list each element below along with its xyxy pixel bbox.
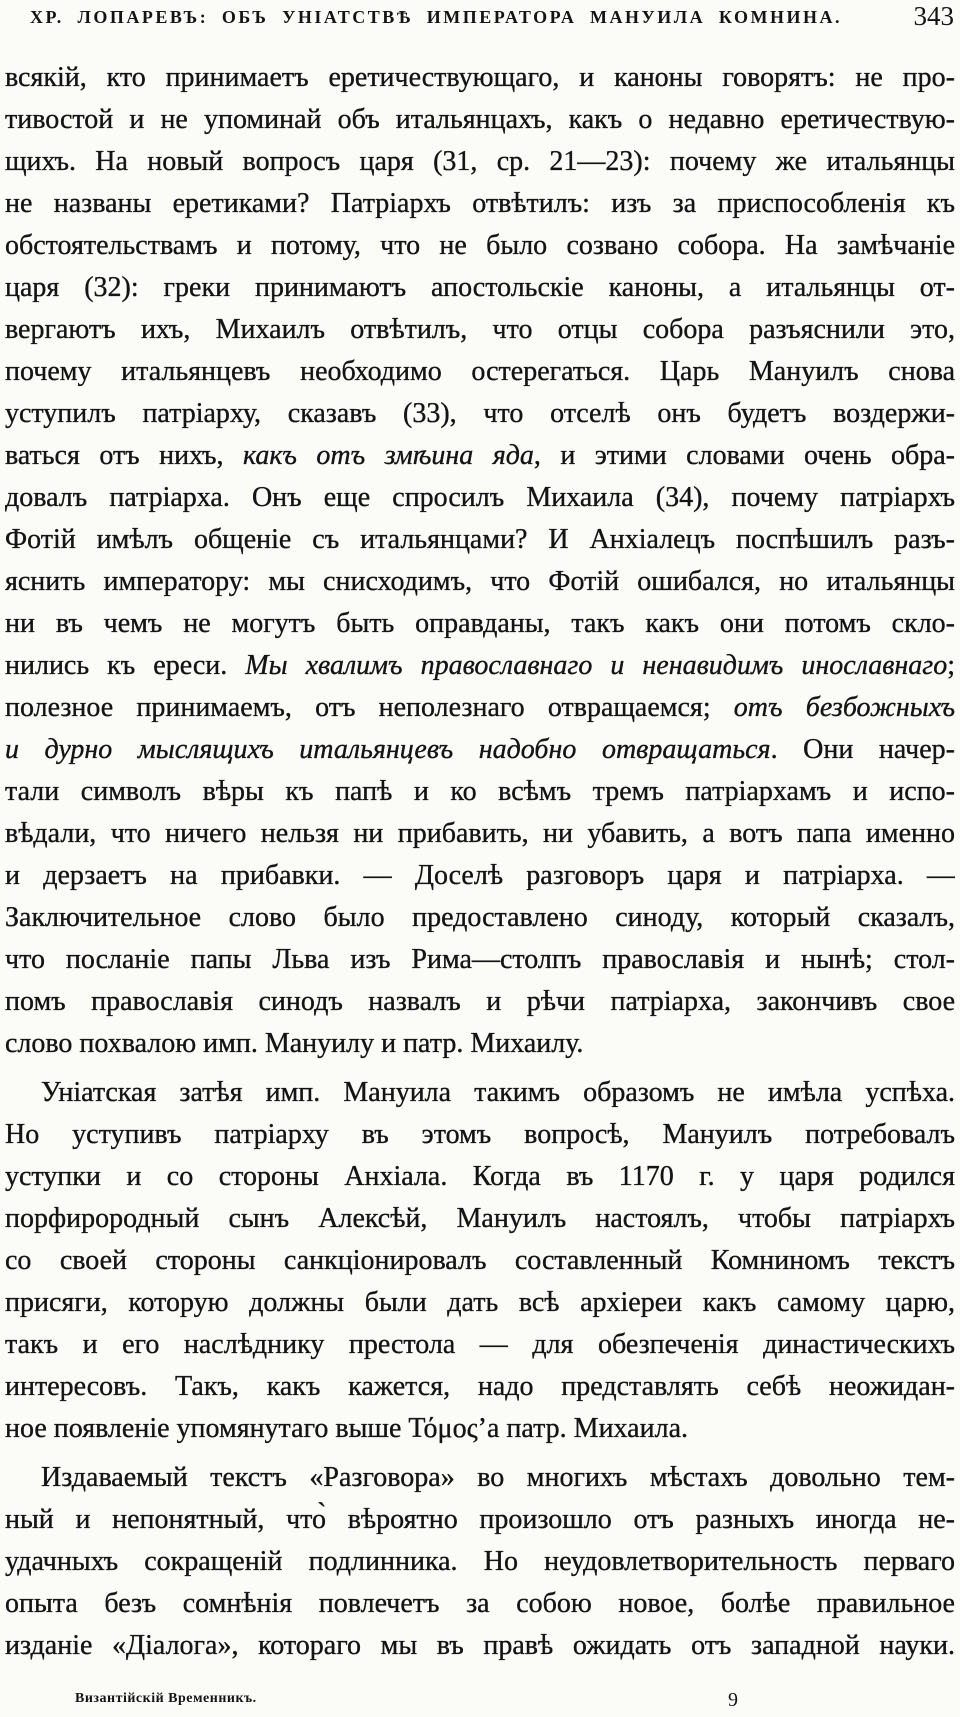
paragraph bbox=[5, 57, 955, 1065]
text-segment: ; bbox=[947, 650, 955, 681]
text-line: всякій, кто принимаетъ еретичествующаго, и каноны говорятъ: не про- bbox=[5, 62, 955, 93]
text-line: опыта безъ сомнѣнія повлечетъ за собою новое, болѣе правильное bbox=[5, 1588, 955, 1619]
text-line: удачныхъ сокращеній подлинника. Но неудовлетворительность перваго bbox=[5, 1546, 955, 1577]
text-line bbox=[5, 645, 955, 687]
text-line: тивостой и не упоминай объ итальянцахъ, какъ о недавно еретичествую- bbox=[5, 104, 955, 135]
journal-title: Византійскій Временникъ. bbox=[75, 1691, 257, 1706]
text-line bbox=[5, 729, 955, 771]
signature-mark: 9 bbox=[728, 1689, 738, 1711]
text-line: со своей стороны санкціонировалъ составленный Комниномъ текстъ bbox=[5, 1245, 955, 1276]
italic-text: какъ отъ змѣина яда bbox=[242, 440, 534, 471]
text-line: интересовъ. Такъ, какъ кажется, надо представлять себѣ неожидан- bbox=[5, 1371, 955, 1402]
text-line: порфирородный сынъ Алексѣй, Мануилъ настоялъ, чтобы патріархъ bbox=[5, 1203, 955, 1234]
text-line: не названы еретиками? Патріархъ отвѣтилъ: изъ за приспособленія къ bbox=[5, 188, 955, 219]
text-line: Заключительное слово было предоставлено синоду, который сказалъ, bbox=[5, 902, 955, 933]
text-line: царя (32): греки принимаютъ апостольскіе каноны, а итальянцы от- bbox=[5, 272, 955, 303]
text-line: слово похвалою имп. Мануилу и патр. Михаилу. bbox=[5, 1028, 584, 1059]
paragraph bbox=[5, 1457, 955, 1667]
text-line: вергаютъ ихъ, Михаилъ отвѣтилъ, что отцы собора разъяснили это, bbox=[5, 314, 955, 345]
text-line: ное появленіе упомянутаго выше Τόμος’а патр. Михаила. bbox=[5, 1413, 688, 1444]
running-header bbox=[0, 0, 960, 36]
text-segment: , и этими словами очень обра- bbox=[533, 440, 955, 471]
page-number: 343 bbox=[913, 1, 954, 31]
text-line: Уніатская затѣя имп. Мануила такимъ образомъ не имѣла успѣха. bbox=[41, 1077, 955, 1108]
text-line: довалъ патріарха. Онъ еще спросилъ Михаила (34), почему патріархъ bbox=[5, 482, 955, 513]
text-line: помъ православія синодъ назвалъ и рѣчи патріарха, закончивъ свое bbox=[5, 986, 955, 1017]
text-line: почему итальянцевъ необходимо остерегаться. Царь Мануилъ снова bbox=[5, 356, 955, 387]
text-segment: полезное принимаемъ, отъ неполезнаго отвращаемся; bbox=[5, 692, 734, 723]
text-line: Издаваемый текстъ «Разговора» во многихъ мѣстахъ довольно тем- bbox=[41, 1462, 955, 1493]
text-line: что посланіе папы Льва изъ Рима—столпъ православія и нынѣ; стол- bbox=[5, 944, 955, 975]
italic-text: Мы хвалимъ православнаго и ненавидимъ инославнаго bbox=[245, 650, 948, 681]
text-line: ный и непонятный, что̀ вѣроятно произошло отъ разныхъ иногда не- bbox=[5, 1504, 955, 1535]
text-line bbox=[5, 687, 955, 729]
running-title: ХР. ЛОПАРЕВЪ: ОБЪ УНІАТСТВѢ ИМПЕРАТОРА МАНУИЛА КОМНИНА. bbox=[30, 7, 842, 27]
paragraph bbox=[5, 1072, 955, 1450]
text-line: Но уступивъ патріарху въ этомъ вопросѣ, Мануилъ потребовалъ bbox=[5, 1119, 955, 1150]
text-line: Фотій имѣлъ общеніе съ итальянцами? И Анхіалецъ поспѣшилъ разъ- bbox=[5, 524, 955, 555]
text-line: ни въ чемъ не могутъ быть оправданы, такъ какъ они потомъ скло- bbox=[5, 608, 955, 639]
text-line: обстоятельствамъ и потому, что не было созвано собора. На замѣчаніе bbox=[5, 230, 955, 261]
text-line: уступки и со стороны Анхіала. Когда въ 1170 г. у царя родился bbox=[5, 1161, 955, 1192]
text-segment: ваться отъ нихъ, bbox=[5, 440, 243, 471]
text-line: уступилъ патріарху, сказавъ (33), что отселѣ онъ будетъ воздержи- bbox=[5, 398, 955, 429]
text-line: присяги, которую должны были дать всѣ архіереи какъ самому царю, bbox=[5, 1287, 955, 1318]
text-line: вѣдали, что ничего нельзя ни прибавить, ни убавить, а вотъ папа именно bbox=[5, 818, 955, 849]
italic-text: и дурно мыслящихъ итальянцевъ надобно отвращаться bbox=[5, 734, 771, 765]
text-segment: нились къ ереси. bbox=[5, 650, 246, 681]
text-segment: . Они начер- bbox=[770, 734, 955, 765]
text-line: изданіе «Діалога», котораго мы въ правѣ ожидать отъ западной науки. bbox=[5, 1630, 955, 1661]
italic-text: отъ безбожныхъ bbox=[733, 692, 955, 723]
text-line: тали символъ вѣры къ папѣ и ко всѣмъ тремъ патріархамъ и испо- bbox=[5, 776, 955, 807]
text-line bbox=[5, 435, 955, 477]
text-line: такъ и его наслѣднику престола — для обезпеченія династическихъ bbox=[5, 1329, 955, 1360]
text-line: и дерзаетъ на прибавки. — Доселѣ разговоръ царя и патріарха. — bbox=[5, 860, 955, 891]
text-line: яснить императору: мы снисходимъ, что Фотій ошибался, но итальянцы bbox=[5, 566, 955, 597]
article-body bbox=[5, 57, 955, 1667]
text-line: щихъ. На новый вопросъ царя (31, ср. 21—23): почему же итальянцы bbox=[5, 146, 955, 177]
